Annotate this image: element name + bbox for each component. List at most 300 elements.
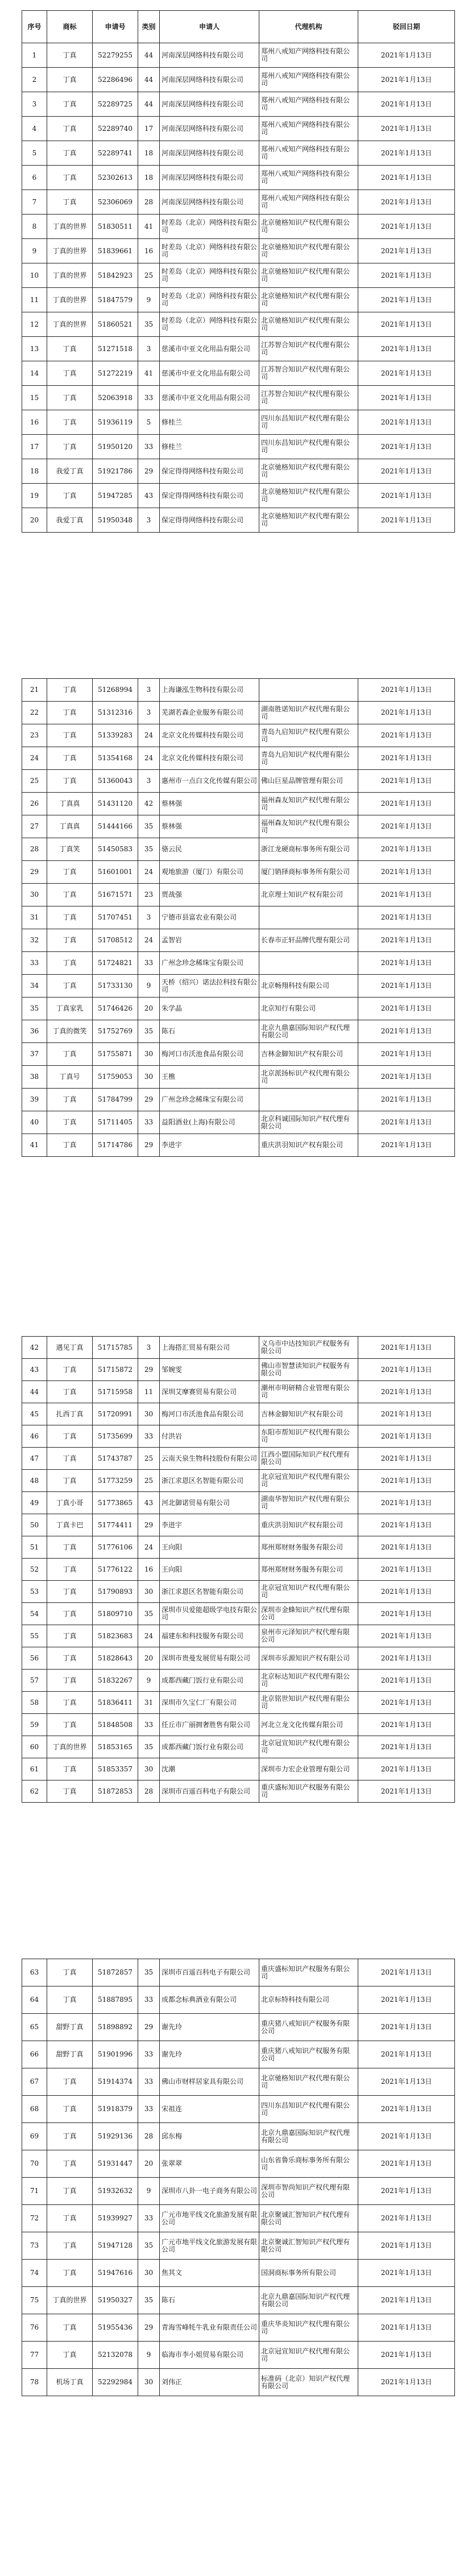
cell-seq: 55	[22, 1625, 47, 1647]
table-row	[22, 68, 455, 92]
cell-rejection-date: 2021年1月13日	[358, 386, 455, 410]
cell-rejection-date: 2021年1月13日	[358, 1986, 455, 2014]
cell-trademark: 丁真	[47, 1043, 93, 1066]
cell-application-number: 51312316	[93, 702, 138, 724]
cell-class: 20	[138, 2150, 160, 2178]
table-row	[22, 1403, 455, 1425]
cell-applicant: 广州念珍念稀珠宝有限公司	[160, 1089, 259, 1111]
cell-applicant: 刘伟正	[160, 2369, 259, 2396]
table-row	[22, 2068, 455, 2096]
cell-class: 30	[138, 2369, 160, 2396]
cell-agency: 浙江龙硬商标事务所有限公司	[259, 838, 358, 861]
cell-application-number: 51950348	[93, 508, 138, 533]
cell-agency: 佛山市智慧读知识产权服务有限公司	[259, 1359, 358, 1381]
table-row	[22, 815, 455, 838]
cell-application-number: 51936119	[93, 410, 138, 435]
cell-seq: 25	[22, 770, 47, 793]
cell-application-number: 51860521	[93, 312, 138, 337]
cell-agency	[259, 1089, 358, 1111]
cell-rejection-date: 2021年1月13日	[358, 1736, 455, 1758]
cell-agency: 重庆洪羽知识产权有限公司	[259, 1134, 358, 1157]
cell-trademark: 丁真	[47, 1986, 93, 2014]
cell-trademark: 丁真	[47, 702, 93, 724]
cell-application-number: 51601001	[93, 861, 138, 884]
cell-seq: 5	[22, 141, 47, 166]
cell-class: 28	[138, 2123, 160, 2150]
cell-seq: 39	[22, 1089, 47, 1111]
cell-agency: 深圳市力宏企业管理有限公司	[259, 1758, 358, 1780]
cell-seq: 29	[22, 861, 47, 884]
cell-agency: 长春市正轩品牌代理有限公司	[259, 929, 358, 952]
cell-application-number: 51431120	[93, 793, 138, 815]
cell-agency: 江西小盟国际知识产权代理有限公司	[259, 1448, 358, 1470]
cell-rejection-date: 2021年1月13日	[358, 1536, 455, 1559]
cell-agency: 福州森友知识产权代理有限公司	[259, 815, 358, 838]
cell-trademark: 丁真家乳	[47, 998, 93, 1020]
cell-rejection-date: 2021年1月13日	[358, 929, 455, 952]
cell-class: 18	[138, 166, 160, 190]
cell-trademark: 丁真	[47, 1470, 93, 1492]
cell-application-number: 51711405	[93, 1111, 138, 1134]
table-row	[22, 43, 455, 68]
cell-application-number: 51898892	[93, 2014, 138, 2041]
cell-trademark: 丁真	[47, 2314, 93, 2342]
cell-application-number: 51759053	[93, 1066, 138, 1089]
cell-application-number: 51839661	[93, 239, 138, 263]
cell-trademark: 扎西丁真	[47, 1403, 93, 1425]
table-row	[22, 1470, 455, 1492]
cell-agency: 重庆盛标知识产权服务有限公司	[259, 1780, 358, 1803]
cell-rejection-date: 2021年1月13日	[358, 166, 455, 190]
cell-rejection-date: 2021年1月13日	[358, 43, 455, 68]
cell-application-number: 51784799	[93, 1089, 138, 1111]
header-mark: 商标	[47, 11, 93, 43]
trademark-table-4	[22, 1959, 455, 2396]
cell-rejection-date: 2021年1月13日	[358, 361, 455, 386]
cell-class: 42	[138, 793, 160, 815]
cell-agency: 深圳市金蜂知识产权代理有限公司	[259, 1603, 358, 1625]
cell-seq: 11	[22, 288, 47, 312]
cell-class: 3	[138, 770, 160, 793]
cell-applicant: 河南深层网络科技有限公司	[160, 117, 259, 141]
cell-applicant: 修桂兰	[160, 410, 259, 435]
cell-rejection-date: 2021年1月13日	[358, 92, 455, 117]
cell-trademark: 丁真	[47, 1559, 93, 1581]
cell-rejection-date: 2021年1月13日	[358, 1714, 455, 1736]
table-row	[22, 1020, 455, 1043]
cell-agency: 湖南华智知识产权代理有限公司	[259, 1492, 358, 1514]
cell-rejection-date: 2021年1月13日	[358, 1337, 455, 1359]
cell-application-number: 51272219	[93, 361, 138, 386]
cell-agency	[259, 952, 358, 975]
cell-class: 33	[138, 2096, 160, 2123]
cell-applicant: 陈石	[160, 2287, 259, 2314]
cell-application-number: 52063918	[93, 386, 138, 410]
cell-rejection-date: 2021年1月13日	[358, 1492, 455, 1514]
cell-rejection-date: 2021年1月13日	[358, 884, 455, 906]
table-row	[22, 484, 455, 508]
cell-trademark: 丁真	[47, 2096, 93, 2123]
cell-seq: 18	[22, 459, 47, 484]
cell-agency: 北京九鼎嘉国际知识产权代理有限公司	[259, 2123, 358, 2150]
cell-class: 9	[138, 288, 160, 312]
cell-applicant: 广元市地平线文化旅游发展有限公司	[160, 2205, 259, 2232]
cell-application-number: 51853165	[93, 1736, 138, 1758]
cell-seq: 61	[22, 1758, 47, 1780]
table-body	[22, 1337, 455, 1803]
cell-application-number: 51773865	[93, 1492, 138, 1514]
cell-rejection-date: 2021年1月13日	[358, 2178, 455, 2205]
cell-agency: 北京铭世知识产权代理有限公司	[259, 1692, 358, 1714]
cell-trademark: 我爱丁真	[47, 508, 93, 533]
cell-trademark: 丁真	[47, 68, 93, 92]
cell-seq: 63	[22, 1959, 47, 1986]
cell-seq: 70	[22, 2150, 47, 2178]
cell-seq: 71	[22, 2178, 47, 2205]
cell-applicant: 河北御诺贸易有限公司	[160, 1492, 259, 1514]
cell-class: 30	[138, 1403, 160, 1425]
cell-class: 24	[138, 747, 160, 770]
cell-rejection-date: 2021年1月13日	[358, 2342, 455, 2369]
table-row	[22, 2096, 455, 2123]
cell-application-number: 51842923	[93, 263, 138, 288]
cell-agency: 北京驰格知识产权代理有限公司	[259, 239, 358, 263]
cell-class: 30	[138, 1043, 160, 1066]
cell-seq: 40	[22, 1111, 47, 1134]
table-row	[22, 1381, 455, 1403]
table-row	[22, 1692, 455, 1714]
cell-application-number: 52289740	[93, 117, 138, 141]
table-row	[22, 2287, 455, 2314]
cell-class: 30	[138, 2260, 160, 2287]
cell-applicant: 云南天泉生物科技股份有限公司	[160, 1448, 259, 1470]
cell-application-number: 51671571	[93, 884, 138, 906]
cell-seq: 69	[22, 2123, 47, 2150]
cell-applicant: 慈溪市中亚文化用品有限公司	[160, 337, 259, 361]
cell-trademark: 丁真	[47, 410, 93, 435]
cell-rejection-date: 2021年1月13日	[358, 459, 455, 484]
cell-applicant: 张翠翠	[160, 2150, 259, 2178]
cell-application-number: 51955436	[93, 2314, 138, 2342]
cell-applicant: 李进宇	[160, 1514, 259, 1536]
cell-applicant: 王向阳	[160, 1559, 259, 1581]
table-row	[22, 2123, 455, 2150]
cell-agency: 东阳市帮知识产权代理有限公司	[259, 1425, 358, 1448]
cell-agency: 北京畅翔科技有限公司	[259, 975, 358, 998]
cell-class: 33	[138, 386, 160, 410]
cell-trademark: 丁真	[47, 2068, 93, 2096]
cell-application-number: 51836411	[93, 1692, 138, 1714]
cell-application-number: 52132078	[93, 2342, 138, 2369]
cell-trademark: 丁真	[47, 166, 93, 190]
table-row	[22, 1111, 455, 1134]
cell-seq: 15	[22, 386, 47, 410]
cell-class: 35	[138, 815, 160, 838]
cell-application-number: 51733130	[93, 975, 138, 998]
cell-rejection-date: 2021年1月13日	[358, 1089, 455, 1111]
cell-seq: 42	[22, 1337, 47, 1359]
table-row	[22, 459, 455, 484]
cell-rejection-date: 2021年1月13日	[358, 1043, 455, 1066]
cell-rejection-date: 2021年1月13日	[358, 1403, 455, 1425]
cell-class: 24	[138, 1536, 160, 1559]
cell-class: 29	[138, 1514, 160, 1536]
cell-trademark: 丁真	[47, 1089, 93, 1111]
cell-applicant: 成都西藏门饭行业有限公司	[160, 1736, 259, 1758]
table-row	[22, 361, 455, 386]
cell-seq: 1	[22, 43, 47, 68]
cell-application-number: 51939927	[93, 2205, 138, 2232]
cell-seq: 3	[22, 92, 47, 117]
table-row	[22, 410, 455, 435]
cell-trademark: 丁真的世界	[47, 312, 93, 337]
cell-agency: 北京驰格知识产权代理有限公司	[259, 312, 358, 337]
cell-application-number: 51918379	[93, 2096, 138, 2123]
cell-class: 35	[138, 2287, 160, 2314]
cell-seq: 16	[22, 410, 47, 435]
cell-applicant: 沈潮	[160, 1758, 259, 1780]
cell-class: 35	[138, 1020, 160, 1043]
cell-rejection-date: 2021年1月13日	[358, 435, 455, 459]
cell-rejection-date: 2021年1月13日	[358, 2068, 455, 2096]
cell-trademark: 丁真	[47, 2232, 93, 2260]
cell-class: 29	[138, 2314, 160, 2342]
cell-class: 24	[138, 724, 160, 747]
cell-applicant: 益阳酒业(上海)有限公司	[160, 1111, 259, 1134]
cell-trademark: 丁真的世界	[47, 239, 93, 263]
cell-rejection-date: 2021年1月13日	[358, 1647, 455, 1670]
cell-rejection-date: 2021年1月13日	[358, 975, 455, 998]
cell-class: 3	[138, 906, 160, 929]
cell-application-number: 51932632	[93, 2178, 138, 2205]
table-body	[22, 43, 455, 533]
table-row	[22, 838, 455, 861]
cell-class: 35	[138, 838, 160, 861]
cell-agency: 北京驰格知识产权代理有限公司	[259, 288, 358, 312]
cell-application-number: 51947616	[93, 2260, 138, 2287]
cell-trademark: 丁真	[47, 770, 93, 793]
cell-agency: 北京驰格知识产权代理有限公司	[259, 459, 358, 484]
cell-trademark: 丁真	[47, 952, 93, 975]
cell-class: 16	[138, 239, 160, 263]
cell-agency: 湖南胜诺知识产权代理有限公司	[259, 702, 358, 724]
cell-application-number: 51339283	[93, 724, 138, 747]
cell-agency: 北京标达知识产权代理有限公司	[259, 1670, 358, 1692]
cell-agency: 郑州郑财财务服务有限公司	[259, 1536, 358, 1559]
cell-agency: 北京驰格知识产权代理有限公司	[259, 2068, 358, 2096]
cell-application-number: 51914374	[93, 2068, 138, 2096]
cell-applicant: 时差岛（北京）网络科技有限公司	[160, 312, 259, 337]
cell-trademark: 丁真	[47, 1536, 93, 1559]
cell-seq: 60	[22, 1736, 47, 1758]
cell-class: 24	[138, 1625, 160, 1647]
cell-applicant: 宋祖连	[160, 2096, 259, 2123]
table-row	[22, 1581, 455, 1603]
cell-trademark: 丁真卡巴	[47, 1514, 93, 1536]
cell-agency: 泉州市元泽知识产权代理有限公司	[259, 1625, 358, 1647]
table-row	[22, 1559, 455, 1581]
cell-agency: 郑州八戒知产网络科技有限公司	[259, 117, 358, 141]
cell-rejection-date: 2021年1月13日	[358, 1470, 455, 1492]
cell-application-number: 52289741	[93, 141, 138, 166]
cell-applicant: 谢先玲	[160, 2041, 259, 2068]
cell-trademark: 丁真小哥	[47, 1492, 93, 1514]
table-row	[22, 2041, 455, 2068]
cell-trademark: 丁真	[47, 2123, 93, 2150]
table-row	[22, 906, 455, 929]
cell-agency: 义乌市中达技知识产权服务有限公司	[259, 1337, 358, 1359]
cell-agency: 北京驰格知识产权代理有限公司	[259, 484, 358, 508]
cell-trademark: 我爱丁真	[47, 459, 93, 484]
table-row	[22, 1647, 455, 1670]
cell-rejection-date: 2021年1月13日	[358, 215, 455, 239]
cell-trademark: 丁真	[47, 43, 93, 68]
table-row	[22, 2150, 455, 2178]
table-row	[22, 1448, 455, 1470]
cell-application-number: 51832267	[93, 1670, 138, 1692]
table-row	[22, 884, 455, 906]
cell-rejection-date: 2021年1月13日	[358, 2205, 455, 2232]
cell-application-number: 51724821	[93, 952, 138, 975]
cell-application-number: 51950327	[93, 2287, 138, 2314]
cell-seq: 56	[22, 1647, 47, 1670]
cell-class: 35	[138, 1959, 160, 1986]
table-row	[22, 1536, 455, 1559]
cell-agency: 北京冠宣知识产权代理有限公司	[259, 1470, 358, 1492]
cell-applicant: 深圳市久宝仁厂有限公司	[160, 1692, 259, 1714]
cell-agency: 深圳市乐源知识产权有限公司	[259, 1647, 358, 1670]
cell-agency: 北京九鼎嘉国际知识产权代理有限公司	[259, 1020, 358, 1043]
table-row	[22, 166, 455, 190]
cell-applicant: 深圳市百遥百科电子有限公司	[160, 1959, 259, 1986]
cell-seq: 44	[22, 1381, 47, 1403]
cell-agency: 北京九鼎嘉国际知识产权代理有限公司	[259, 2287, 358, 2314]
cell-trademark: 丁真	[47, 435, 93, 459]
cell-application-number: 51776122	[93, 1559, 138, 1581]
cell-rejection-date: 2021年1月13日	[358, 861, 455, 884]
cell-application-number: 51720991	[93, 1403, 138, 1425]
cell-seq: 51	[22, 1536, 47, 1559]
cell-applicant: 梅河口市沃池食品有限公司	[160, 1403, 259, 1425]
cell-application-number: 51947285	[93, 484, 138, 508]
cell-trademark: 丁真	[47, 1134, 93, 1157]
cell-seq: 45	[22, 1403, 47, 1425]
cell-trademark: 丁真	[47, 1758, 93, 1780]
cell-trademark: 丁真	[47, 1647, 93, 1670]
cell-seq: 7	[22, 190, 47, 215]
table-page-2	[22, 678, 454, 1157]
table-row	[22, 1670, 455, 1692]
cell-applicant: 付洪岩	[160, 1425, 259, 1448]
cell-seq: 10	[22, 263, 47, 288]
cell-rejection-date: 2021年1月13日	[358, 508, 455, 533]
cell-seq: 34	[22, 975, 47, 998]
cell-rejection-date: 2021年1月13日	[358, 2369, 455, 2396]
cell-rejection-date: 2021年1月13日	[358, 239, 455, 263]
table-row	[22, 1603, 455, 1625]
cell-application-number: 51848508	[93, 1714, 138, 1736]
cell-rejection-date: 2021年1月13日	[358, 793, 455, 815]
table-row	[22, 679, 455, 702]
cell-rejection-date: 2021年1月13日	[358, 410, 455, 435]
cell-trademark: 丁真	[47, 2260, 93, 2287]
table-row	[22, 1959, 455, 1986]
cell-agency: 郑州八戒知产网络科技有限公司	[259, 141, 358, 166]
cell-applicant: 慈溪市中亚文化用品有限公司	[160, 361, 259, 386]
cell-applicant: 北京文化传媒科技有限公司	[160, 747, 259, 770]
cell-rejection-date: 2021年1月13日	[358, 770, 455, 793]
cell-class: 35	[138, 1736, 160, 1758]
cell-seq: 8	[22, 215, 47, 239]
cell-class: 29	[138, 1359, 160, 1381]
cell-seq: 36	[22, 1020, 47, 1043]
table-page-1	[22, 10, 454, 533]
cell-agency: 潮州市明研精合业管理有限公司	[259, 1381, 358, 1403]
cell-application-number: 52302613	[93, 166, 138, 190]
cell-class: 35	[138, 2232, 160, 2260]
table-row	[22, 2260, 455, 2287]
cell-rejection-date: 2021年1月13日	[358, 2150, 455, 2178]
cell-class: 25	[138, 1448, 160, 1470]
cell-seq: 76	[22, 2314, 47, 2342]
cell-rejection-date: 2021年1月13日	[358, 1559, 455, 1581]
cell-applicant: 福建东和科技服务有限公司	[160, 1625, 259, 1647]
cell-seq: 37	[22, 1043, 47, 1066]
table-row	[22, 141, 455, 166]
cell-applicant: 深圳艾摩赛贸易有限公司	[160, 1381, 259, 1403]
cell-rejection-date: 2021年1月13日	[358, 998, 455, 1020]
cell-rejection-date: 2021年1月13日	[358, 1670, 455, 1692]
cell-seq: 22	[22, 702, 47, 724]
cell-class: 20	[138, 998, 160, 1020]
cell-seq: 77	[22, 2342, 47, 2369]
table-row	[22, 263, 455, 288]
cell-agency: 国洞商标事务所有限公司	[259, 2260, 358, 2287]
cell-class: 29	[138, 2014, 160, 2041]
cell-rejection-date: 2021年1月13日	[358, 724, 455, 747]
cell-application-number: 51444166	[93, 815, 138, 838]
cell-rejection-date: 2021年1月13日	[358, 2314, 455, 2342]
cell-applicant: 深圳市贝爱能超级学电技有限公司	[160, 1603, 259, 1625]
cell-seq: 2	[22, 68, 47, 92]
cell-application-number: 51354168	[93, 747, 138, 770]
cell-seq: 38	[22, 1066, 47, 1089]
cell-rejection-date: 2021年1月13日	[358, 679, 455, 702]
cell-application-number: 51809710	[93, 1603, 138, 1625]
cell-application-number: 51887895	[93, 1986, 138, 2014]
table-row	[22, 1043, 455, 1066]
cell-applicant: 邹婉雯	[160, 1359, 259, 1381]
cell-seq: 32	[22, 929, 47, 952]
cell-agency: 佛山巨星品牌管理有限公司	[259, 770, 358, 793]
cell-seq: 67	[22, 2068, 47, 2096]
cell-seq: 24	[22, 747, 47, 770]
cell-applicant: 北京文化传媒科技有限公司	[160, 724, 259, 747]
table-row	[22, 190, 455, 215]
cell-application-number: 51735699	[93, 1425, 138, 1448]
cell-application-number: 51707451	[93, 906, 138, 929]
cell-rejection-date: 2021年1月13日	[358, 1959, 455, 1986]
cell-agency: 北京标特科技有限公司	[259, 1986, 358, 2014]
cell-seq: 58	[22, 1692, 47, 1714]
cell-application-number: 52279255	[93, 43, 138, 68]
cell-applicant: 慈溪市中亚文化用品有限公司	[160, 386, 259, 410]
cell-class: 29	[138, 1134, 160, 1157]
cell-agency: 重庆猪八戒知识产权服务有限公司	[259, 2014, 358, 2041]
cell-seq: 33	[22, 952, 47, 975]
table-row	[22, 1134, 455, 1157]
cell-trademark: 丁真号	[47, 1066, 93, 1089]
